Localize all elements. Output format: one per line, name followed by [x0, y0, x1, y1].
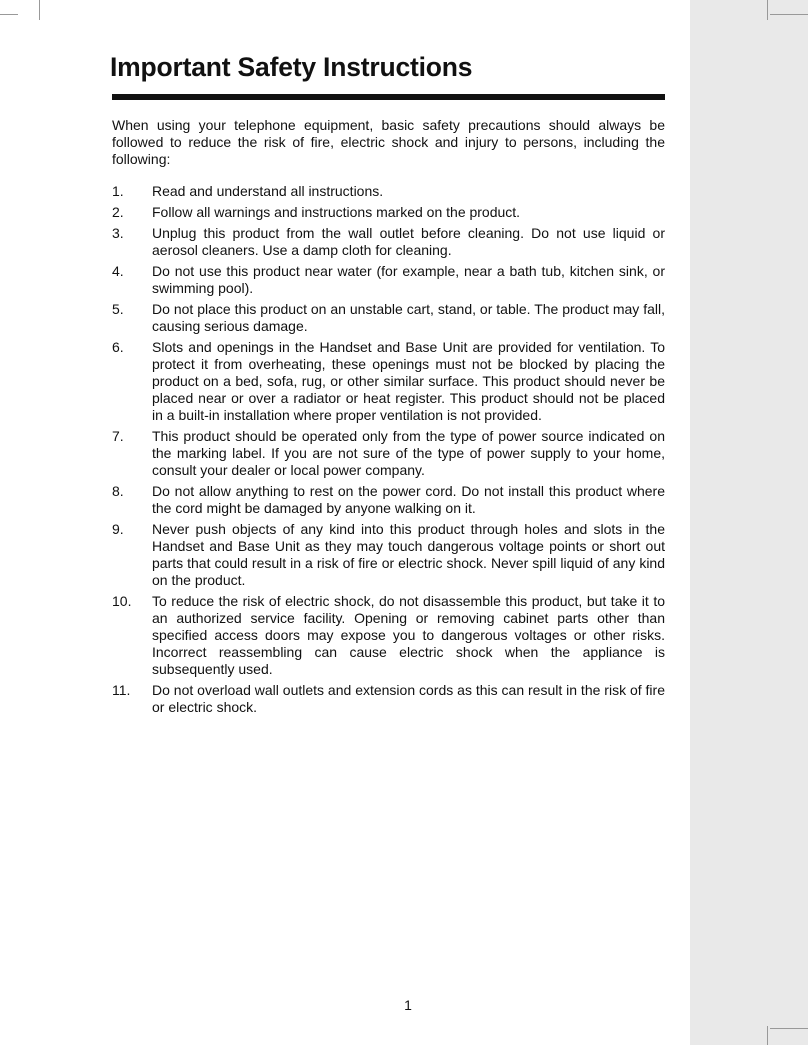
page-edge-strip	[690, 0, 808, 1045]
crop-mark-top-left-vertical	[39, 0, 40, 20]
item-text: Slots and openings in the Handset and Base Unit are provided for ventilation. To protect it from overheating, these openings must not be blocked by placing the product on a bed, sofa, rug, or other similar surface. This product should never be placed near or over a radiator or heat register. This product should not be placed in a built-in installation where proper ventilation is not provided.	[152, 339, 665, 423]
item-number: 9.	[112, 521, 124, 537]
item-text: Do not use this product near water (for example, near a bath tub, kitchen sink, or swimming pool).	[152, 263, 665, 296]
instructions-list	[112, 183, 665, 716]
list-item	[112, 301, 665, 335]
list-item	[112, 593, 665, 678]
item-text: Unplug this product from the wall outlet before cleaning. Do not use liquid or aerosol cleaners. Use a damp cloth for cleaning.	[152, 225, 665, 258]
list-item	[112, 339, 665, 424]
item-number: 2.	[112, 204, 124, 220]
crop-mark-top-right-vertical	[767, 0, 768, 20]
item-number: 5.	[112, 301, 124, 317]
list-item	[112, 428, 665, 479]
item-number: 6.	[112, 339, 124, 355]
item-number: 7.	[112, 428, 124, 444]
item-text: Do not place this product on an unstable cart, stand, or table. The product may fall, causing serious damage.	[152, 301, 665, 334]
list-item	[112, 483, 665, 517]
item-number: 1.	[112, 183, 124, 199]
list-item	[112, 183, 665, 200]
item-number: 11.	[112, 682, 131, 698]
item-text: To reduce the risk of electric shock, do not disassemble this product, but take it to an authorized service facility. Opening or removing cabinet parts other than specified access doors may expose you to dangerous voltages or other risks. Incorrect reassembling can cause electric shock when the appliance is subsequently used.	[152, 593, 665, 677]
item-number: 3.	[112, 225, 124, 241]
list-item	[112, 204, 665, 221]
crop-mark-top-left	[0, 14, 18, 15]
page-number: 1	[404, 997, 412, 1013]
crop-mark-bottom-right-vertical	[767, 1026, 768, 1045]
item-number: 10.	[112, 593, 132, 609]
page-title: Important Safety Instructions	[110, 52, 473, 82]
item-text: Read and understand all instructions.	[152, 183, 384, 199]
item-text: Do not overload wall outlets and extension cords as this can result in the risk of fire or electric shock.	[152, 682, 665, 715]
list-item	[112, 682, 665, 716]
title-rule	[112, 94, 665, 100]
document-body	[112, 117, 665, 720]
crop-mark-top-right	[770, 14, 808, 15]
item-text: This product should be operated only from the type of power source indicated on the marking label. If you are not sure of the type of power supply to your home, consult your dealer or local power company.	[152, 428, 665, 478]
item-text: Do not allow anything to rest on the power cord. Do not install this product where the cord might be damaged by anyone walking on it.	[152, 483, 665, 516]
crop-mark-bottom-right	[770, 1028, 808, 1029]
list-item	[112, 225, 665, 259]
list-item	[112, 521, 665, 589]
list-item	[112, 263, 665, 297]
item-text: Never push objects of any kind into this product through holes and slots in the Handset and Base Unit as they may touch dangerous voltage points or short out parts that could result in a risk of fire or electric shock. Never spill liquid of any kind on the product.	[152, 521, 665, 588]
intro-paragraph: When using your telephone equipment, basic safety precautions should always be followed to reduce the risk of fire, electric shock and injury to persons, including the following:	[112, 117, 665, 167]
item-text: Follow all warnings and instructions marked on the product.	[152, 204, 521, 220]
item-number: 8.	[112, 483, 124, 499]
item-number: 4.	[112, 263, 124, 279]
